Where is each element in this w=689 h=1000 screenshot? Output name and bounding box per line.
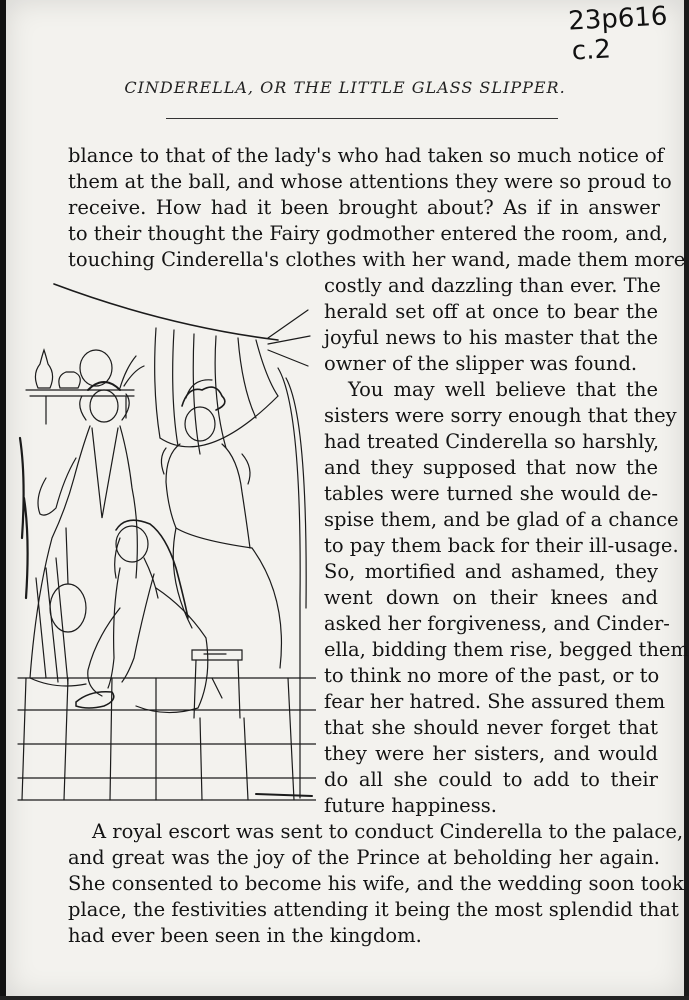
text-line: went down on their knees and (324, 586, 658, 609)
text-line: place, the festivities attending it being the most splendid that (68, 898, 679, 921)
text-line: asked her forgiveness, and Cinder- (324, 612, 670, 635)
text-line: ella, bidding them rise, begged them (324, 638, 689, 661)
text-line: herald set off at once to bear the (324, 300, 658, 323)
text-line: sisters were sorry enough that they (324, 404, 677, 427)
text-line: had treated Cinderella so harshly, (324, 430, 660, 453)
text-line: receive. How had it been brought about? As if in answer (68, 196, 660, 219)
text-line: fear her hatred. She assured them (324, 690, 666, 713)
annotation-line-2: c.2 (570, 34, 612, 67)
text-line: they were her sisters, and would (324, 742, 658, 765)
text-line: do all she could to add to their (324, 768, 658, 791)
running-head: CINDERELLA, OR THE LITTLE GLASS SLIPPER. (124, 78, 566, 97)
text-line: that she should never forget that (324, 716, 658, 739)
text-line: She consented to become his wife, and the wedding soon took (68, 872, 684, 895)
book-page (6, 0, 689, 998)
header-rule (166, 118, 558, 119)
text-line: blance to that of the lady's who had taken so much notice of (68, 144, 664, 167)
text-line: costly and dazzling than ever. The (324, 274, 661, 297)
text-line: to think no more of the past, or to (324, 664, 660, 687)
text-line: to pay them back for their ill-usage. (324, 534, 679, 557)
handwritten-catalog-annotation (567, 1, 669, 66)
text-line: and they supposed that now the (324, 456, 658, 479)
text-line: and great was the joy of the Prince at beholding her again. (68, 846, 660, 869)
text-line: had ever been seen in the kingdom. (68, 924, 422, 947)
right-text-column (324, 273, 689, 819)
text-line: to their thought the Fairy godmother entered the room, and, (68, 222, 669, 245)
text-line: touching Cinderella's clothes with her wand, made them more (68, 248, 686, 271)
text-line: owner of the slipper was found. (324, 352, 638, 375)
text-line: spise them, and be glad of a chance (324, 508, 679, 531)
text-line: A royal escort was sent to conduct Cinderella to the palace, (92, 820, 684, 843)
paragraph-3-full-width (68, 819, 684, 949)
cinderella-illustration (16, 278, 316, 808)
text-line: joyful news to his master that the (324, 326, 658, 349)
paragraph-1-full-width (68, 143, 686, 273)
text-line: tables were turned she would de- (324, 482, 658, 505)
text-line: future happiness. (324, 794, 497, 817)
text-line: them at the ball, and whose attentions they were so proud to (68, 170, 672, 193)
text-line: So, mortified and ashamed, they (324, 560, 658, 583)
annotation-line-1: 23p616 (567, 1, 668, 37)
text-line: You may well believe that the (348, 378, 658, 401)
